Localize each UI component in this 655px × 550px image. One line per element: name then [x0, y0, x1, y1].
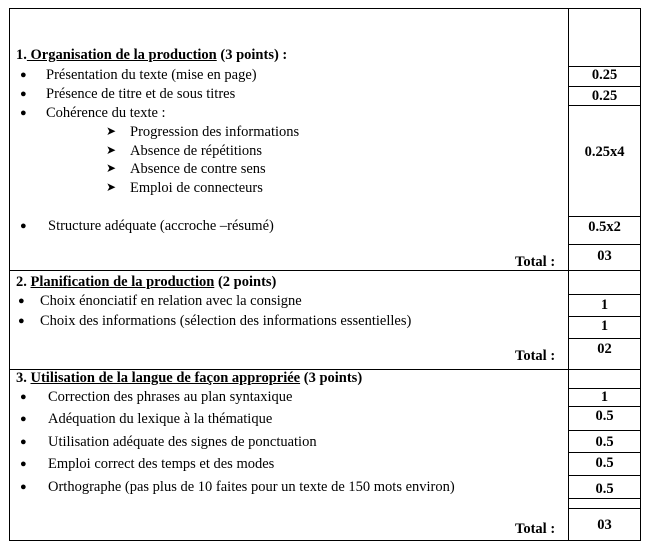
criterion-score: 0.25 [591, 67, 618, 83]
criterion-label: Présence de titre et de sous titres [46, 86, 236, 102]
bullet-icon: ● [20, 88, 27, 100]
criterion-score: 0.5 [595, 455, 614, 471]
score-row-line [568, 294, 641, 295]
score-row-line [568, 475, 641, 476]
score-row-line [568, 452, 641, 453]
criterion-label: Utilisation adéquate des signes de ponctuation [48, 434, 317, 450]
sub-criterion-label: Absence de répétitions [130, 143, 263, 159]
bullet-icon: ● [18, 295, 25, 307]
section2-title: Planification de la production [30, 274, 215, 290]
bullet-icon: ● [20, 107, 27, 119]
bullet-icon: ● [20, 69, 27, 81]
section3-points: (3 points) [300, 370, 363, 386]
sub-criterion-label: Progression des informations [130, 124, 300, 140]
criterion-score: 0.5 [595, 434, 614, 450]
criterion-score: 1 [600, 297, 609, 313]
criterion-label: Orthographe (pas plus de 10 faites pour un texte de 150 mots environ) [48, 479, 455, 495]
section2-number: 2. [16, 274, 27, 290]
bullet-icon: ● [20, 413, 27, 425]
bullet-icon: ● [20, 458, 27, 470]
sub-criterion-label: Emploi de connecteurs [130, 180, 263, 196]
section2-total-value: 02 [597, 341, 612, 357]
criterion-label: Présentation du texte (mise en page) [46, 67, 257, 83]
section1-total-value: 03 [597, 248, 612, 264]
criterion-score: 0.25 [591, 88, 618, 104]
section1-title: Organisation de la production [26, 47, 217, 63]
score-row-line [568, 406, 641, 407]
score-row-line [568, 430, 641, 431]
criterion-score: 0.5x2 [588, 219, 621, 235]
arrow-bullet-icon: ➤ [106, 161, 117, 175]
section1-total-label: Total : [515, 254, 556, 270]
section3-title: Utilisation de la langue de façon appropriée [30, 370, 301, 386]
bullet-icon: ● [20, 220, 27, 232]
section2-total-label: Total : [515, 348, 556, 364]
section1-number: 1. [16, 47, 27, 63]
arrow-bullet-icon: ➤ [106, 124, 117, 138]
score-row-line [568, 105, 641, 106]
criterion-score: 1 [600, 389, 609, 405]
criterion-label: Correction des phrases au plan syntaxique [48, 389, 293, 405]
bullet-icon: ● [18, 315, 25, 327]
criterion-score: 0.5 [595, 408, 614, 424]
score-row-line [568, 316, 641, 317]
criterion-label: Adéquation du lexique à la thématique [48, 411, 273, 427]
bullet-icon: ● [20, 436, 27, 448]
score-row-line [568, 508, 641, 509]
criterion-score: 0.5 [595, 481, 614, 497]
section2-points: (2 points) [214, 274, 277, 290]
criterion-label: Choix des informations (sélection des informations essentielles) [40, 313, 412, 329]
criterion-label: Emploi correct des temps et des modes [48, 456, 275, 472]
arrow-bullet-icon: ➤ [106, 180, 117, 194]
section3-number: 3. [16, 370, 27, 386]
score-row-line [568, 86, 641, 87]
criterion-label: Choix énonciatif en relation avec la consigne [40, 293, 302, 309]
criterion-score: 0.25x4 [584, 144, 625, 160]
section3-heading [16, 370, 362, 387]
section2-heading [16, 274, 276, 291]
section1-points: (3 points) : [216, 47, 288, 63]
score-row-line [568, 216, 641, 217]
criterion-score: 1 [600, 318, 609, 334]
criterion-label: Structure adéquate (accroche –résumé) [48, 218, 274, 234]
bullet-icon: ● [20, 391, 27, 403]
score-row-line [568, 338, 641, 339]
section3-total-label: Total : [515, 521, 556, 537]
section3-total-value: 03 [597, 517, 612, 533]
section1-heading [16, 47, 287, 64]
bullet-icon: ● [20, 481, 27, 493]
score-row-line [568, 498, 641, 499]
criterion-label: Cohérence du texte : [46, 105, 166, 121]
arrow-bullet-icon: ➤ [106, 143, 117, 157]
sub-criterion-label: Absence de contre sens [130, 161, 266, 177]
score-row-line [568, 244, 641, 245]
